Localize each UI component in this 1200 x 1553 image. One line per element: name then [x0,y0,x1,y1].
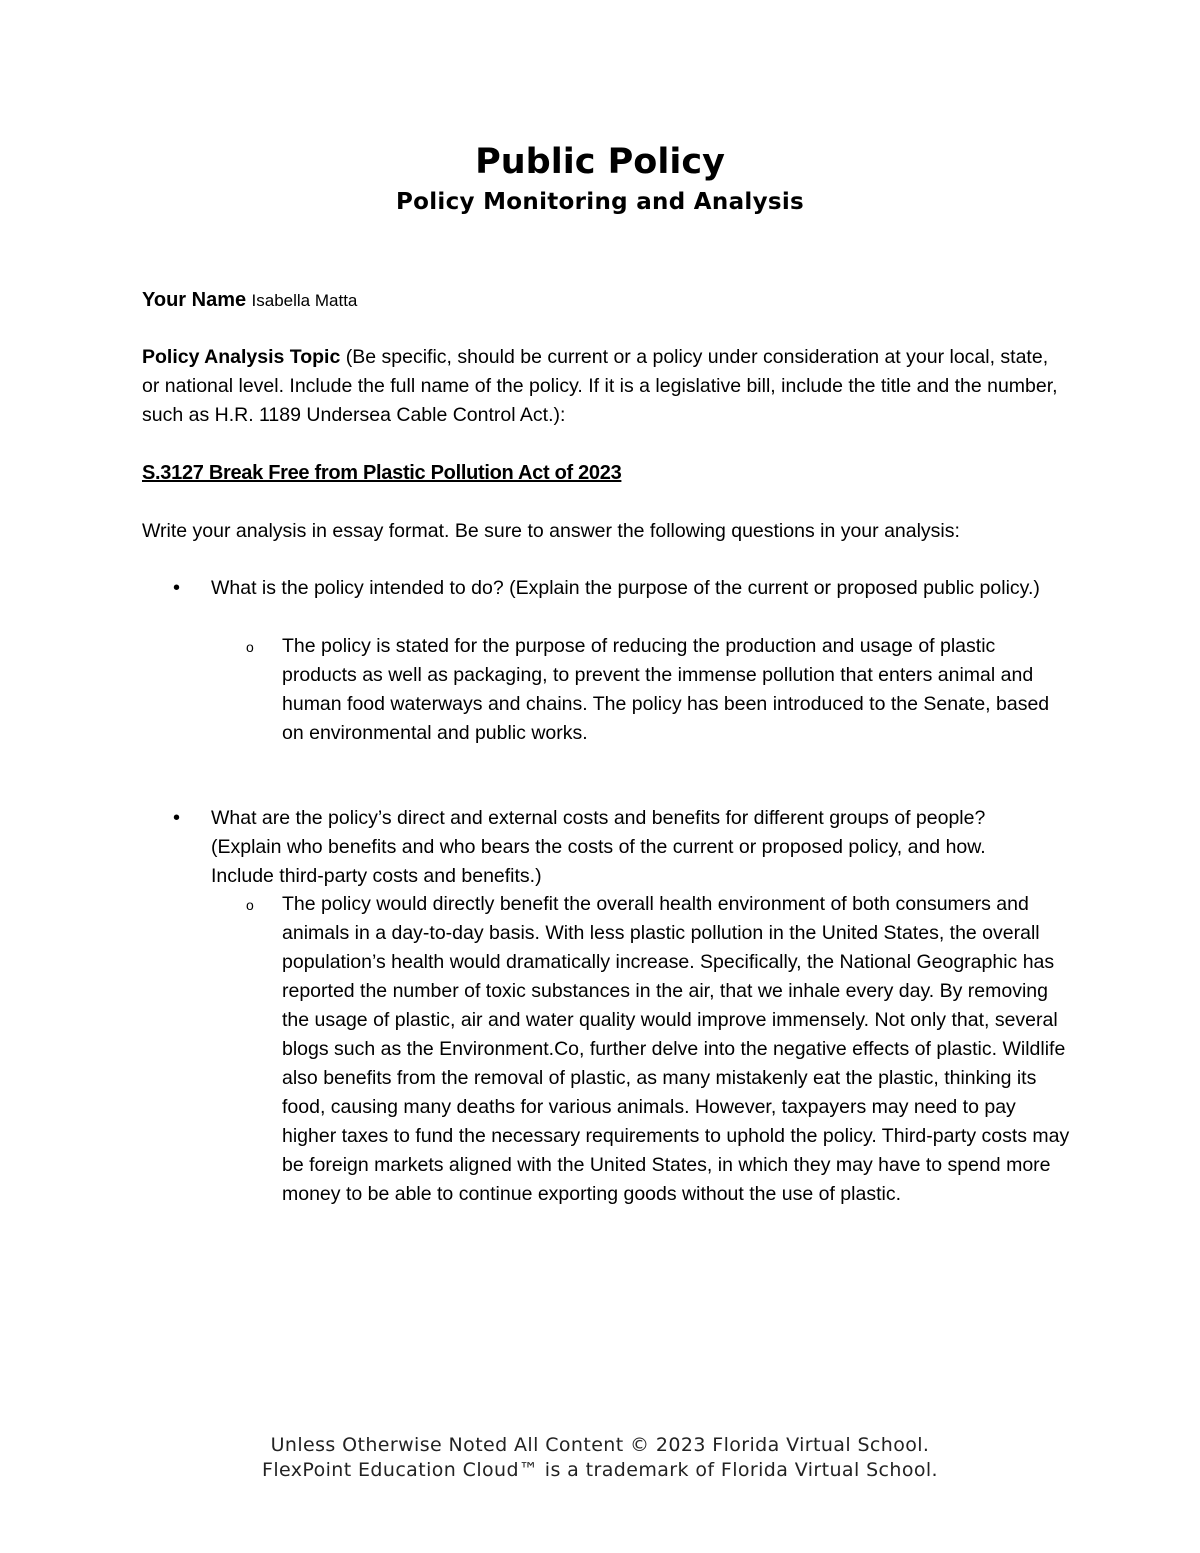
page-title: Public Policy [475,142,725,182]
page-footer [0,1433,1200,1483]
question-2: What are the policy’s direct and external costs and benefits for different groups of people? (Explain who benefits and who bears the costs of the current or proposed policy, and how. Include third-party costs and benefits.) [211,807,986,887]
student-name-value: Isabella Matta [251,291,358,310]
student-name-line [142,286,1062,315]
bill-title: S.3127 Break Free from Plastic Pollution Act of 2023 [142,462,622,484]
bullet-marker: • [173,807,181,829]
question-1: What is the policy intended to do? (Explain the purpose of the current or proposed public policy.) [211,577,1040,599]
sub-bullet-marker: o [246,639,254,655]
footer-copyright: Unless Otherwise Noted All Content © 2023 Florida Virtual School. [270,1434,930,1456]
topic-block [142,343,1062,430]
sub-bullet-marker: o [246,897,254,913]
analysis-intro: Write your analysis in essay format. Be sure to answer the following questions in your analysis: [142,520,960,542]
student-name-label: Your Name [142,289,247,311]
answer-2: The policy would directly benefit the overall health environment of both consumers and animals in a day-to-day basis. With less plastic pollution in the United States, the overall population’s health would dramatically increase. Specifically, the National Geographic has reported the number of toxic substances in the air, that we inhale every day. By removing the usage of plastic, air and water quality would improve immensely. Not only that, several blogs such as the Environment.Co, further delve into the negative effects of plastic. Wildlife also benefits from the removal of plastic, as many mistakenly eat the plastic, thinking its food, causing many deaths for various animals. However, taxpayers may need to pay higher taxes to fund the necessary requirements to uphold the policy. Third-party costs may be foreign markets aligned with the United States, in which they may have to spend more money to be able to continue exporting goods without the use of plastic. [282,893,1070,1205]
bullet-marker: • [173,577,181,599]
footer-trademark: FlexPoint Education Cloud™ is a trademark of Florida Virtual School. [262,1459,938,1481]
topic-instructions: (Be specific, should be current or a policy under consideration at your local, state, or national level. Include the full name of the policy. If it is a legislative bill, include the title and the number, such as H.R. 1189 Undersea Cable Control Act.): [142,346,1058,426]
topic-label: Policy Analysis Topic [142,346,341,368]
answer-1: The policy is stated for the purpose of reducing the production and usage of plastic products as well as packaging, to prevent the immense pollution that enters animal and human food waterways and chains. The policy has been introduced to the Senate, based on environmental and public works. [282,635,1050,744]
page-subtitle: Policy Monitoring and Analysis [395,189,805,215]
